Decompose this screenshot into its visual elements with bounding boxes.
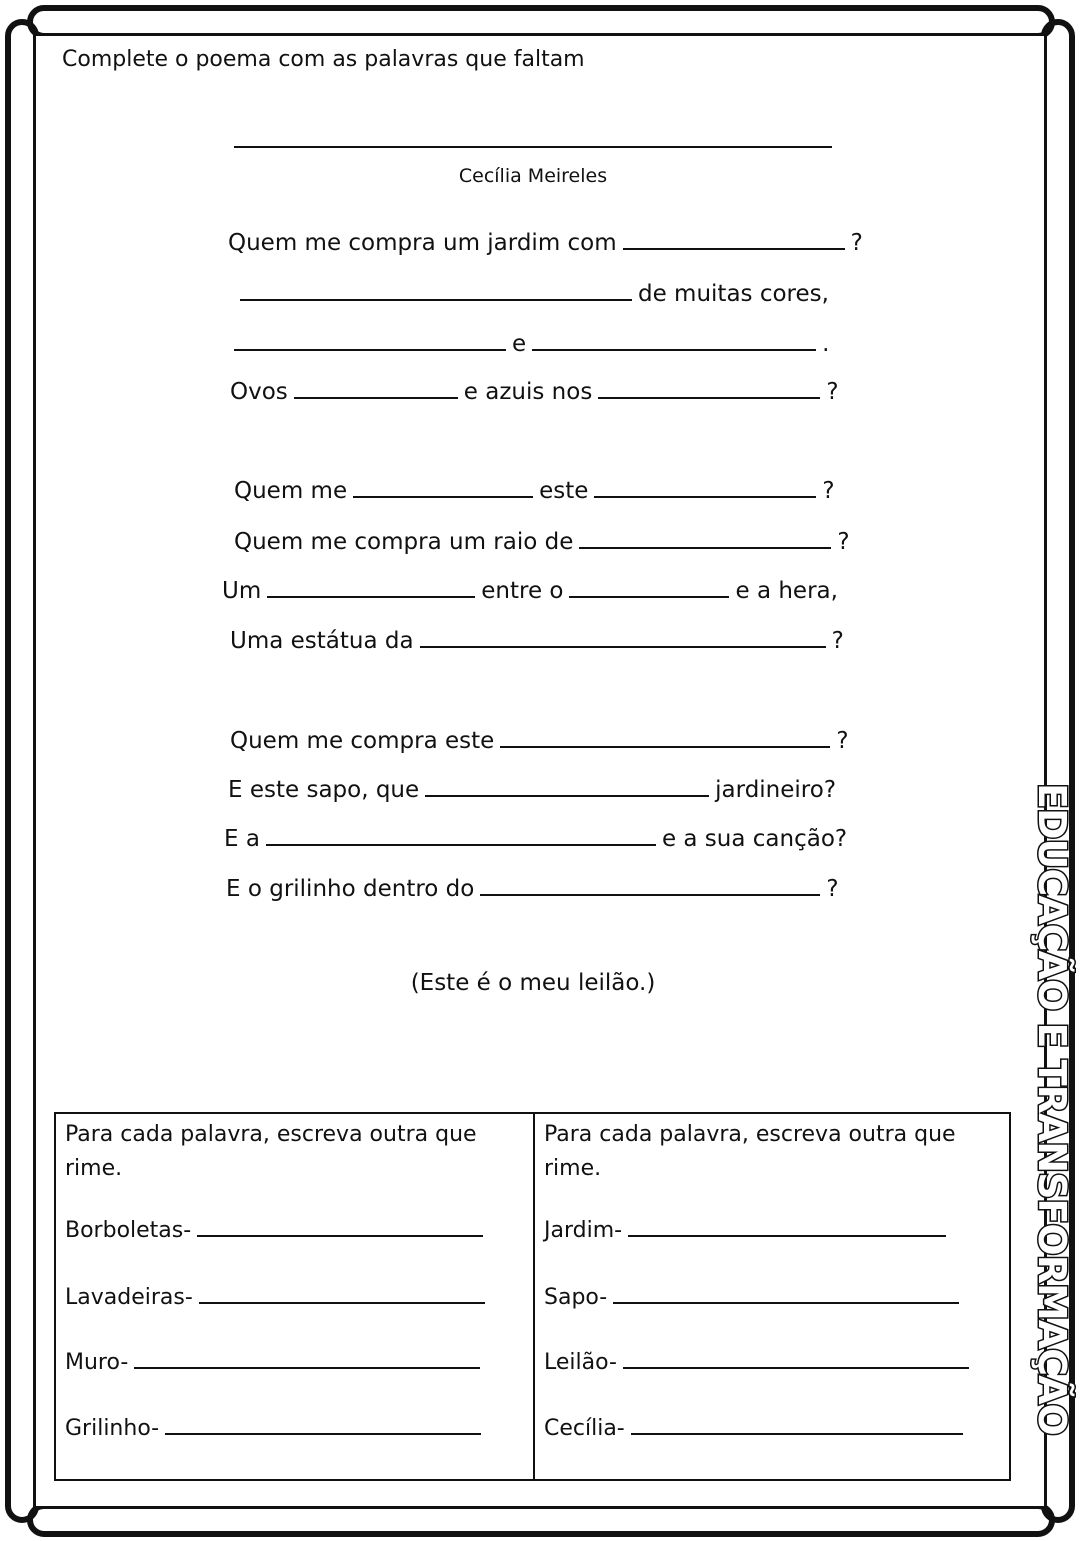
rhyme-blank[interactable] — [197, 1217, 483, 1237]
rhyme-exercise-box — [54, 1112, 1011, 1481]
title-blank[interactable] — [234, 146, 832, 148]
answer-blank[interactable] — [569, 578, 729, 598]
answer-blank[interactable] — [234, 331, 506, 351]
answer-blank[interactable] — [598, 379, 820, 399]
rhyme-row: Sapo- — [544, 1284, 965, 1310]
poem-line: de muitas cores, — [240, 281, 829, 307]
answer-blank[interactable] — [425, 777, 709, 797]
rhyme-row: Leilão- — [544, 1349, 975, 1375]
rhyme-instruction: Para cada palavra, escreva outra que rime. — [65, 1122, 477, 1181]
poem-line: E a e a sua canção? — [224, 826, 848, 852]
rhyme-row: Muro- — [65, 1349, 486, 1375]
answer-blank[interactable] — [240, 281, 632, 301]
answer-blank[interactable] — [500, 728, 830, 748]
rhyme-row: Grilinho- — [65, 1415, 487, 1441]
answer-blank[interactable] — [532, 331, 816, 351]
answer-blank[interactable] — [623, 230, 845, 250]
poem-line: Quem me compra um jardim com ? — [228, 230, 863, 256]
column-divider — [533, 1114, 535, 1479]
rhyme-blank[interactable] — [613, 1284, 959, 1304]
poem-line: Uma estátua da ? — [230, 628, 844, 654]
answer-blank[interactable] — [266, 826, 656, 846]
rhyme-column-right — [544, 1114, 1004, 1479]
answer-blank[interactable] — [267, 578, 475, 598]
rhyme-instruction: Para cada palavra, escreva outra que rime. — [544, 1122, 956, 1181]
answer-blank[interactable] — [480, 876, 820, 896]
closing-line: (Este é o meu leilão.) — [410, 970, 656, 996]
rhyme-blank[interactable] — [628, 1217, 946, 1237]
rhyme-blank[interactable] — [199, 1284, 485, 1304]
brand-watermark — [1030, 783, 1074, 1435]
rhyme-blank[interactable] — [623, 1349, 969, 1369]
rhyme-row: Jardim- — [544, 1217, 952, 1243]
poem-line: E o grilinho dentro do ? — [226, 876, 839, 902]
brand-text: EDUCAÇÃO E TRANSFORMAÇÃO — [1030, 783, 1074, 1435]
author-name: Cecília Meireles — [458, 165, 608, 187]
answer-blank[interactable] — [579, 529, 831, 549]
answer-blank[interactable] — [294, 379, 458, 399]
answer-blank[interactable] — [594, 478, 816, 498]
rhyme-row: Cecília- — [544, 1415, 969, 1441]
rhyme-row: Lavadeiras- — [65, 1284, 491, 1310]
answer-blank[interactable] — [353, 478, 533, 498]
poem-line: Um entre o e a hera, — [222, 578, 838, 604]
rhyme-blank[interactable] — [631, 1415, 963, 1435]
rhyme-column-left — [65, 1114, 525, 1479]
rhyme-blank[interactable] — [165, 1415, 481, 1435]
instruction-text: Complete o poema com as palavras que faltam — [62, 47, 585, 72]
poem-line: Ovos e azuis nos ? — [230, 379, 839, 405]
rhyme-row: Borboletas- — [65, 1217, 489, 1243]
answer-blank[interactable] — [420, 628, 826, 648]
rhyme-blank[interactable] — [134, 1349, 480, 1369]
poem-line: Quem me este ? — [234, 478, 835, 504]
poem-line: Quem me compra este ? — [230, 728, 849, 754]
poem-line: E este sapo, que jardineiro? — [228, 777, 837, 803]
poem-line: e . — [234, 331, 829, 357]
poem-line: Quem me compra um raio de ? — [234, 529, 850, 555]
